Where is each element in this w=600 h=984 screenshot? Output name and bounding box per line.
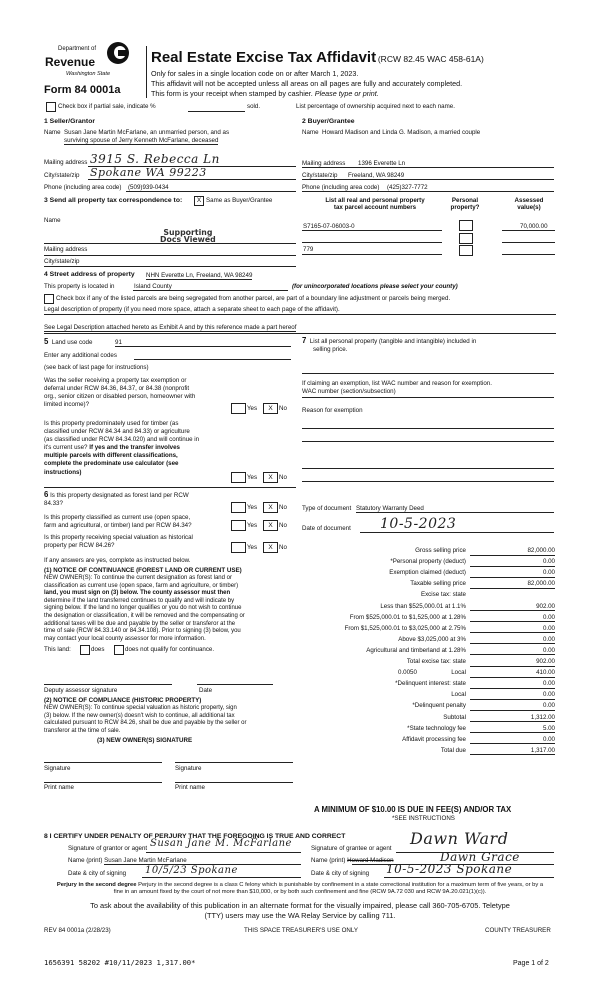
rev-number: REV 84 0001a (2/28/23) [44,927,111,934]
tax-row-value: 0.00 [542,635,555,643]
exemption-no-checkbox[interactable]: X [263,403,278,414]
buyer-city-label: City/state/zip [302,172,338,179]
historic-yes-checkbox[interactable] [231,542,246,553]
parcel-number-1: S7165-07-06003-0 [303,223,355,230]
owner-print-name-label-2: Print name [175,784,205,791]
tax-row-label: *State technology fee [407,724,466,732]
grantee-signature-label: Signature of grantee or agent [311,845,392,852]
header-line2: This affidavit will not be accepted unless all areas on all pages are fully and accurately completed. [151,79,463,88]
buyer-name-label: Name [302,129,319,136]
current-use-yes-checkbox[interactable] [231,520,246,531]
tax-row-label: Taxable selling price [410,580,466,588]
seller-name-line2: surviving spouse of Jerry Kenneth McFarlane, deceased [64,137,219,144]
current-use-question: Is this property classified as current use (open space, farm and agricultural, or timber) land per RCW 84.34? [44,514,192,530]
tax-row-value: 0.00 [542,624,555,632]
tax-row-label: Local [451,691,466,699]
header-line1: Only for sales in a single location code on or after March 1, 2023. [151,69,359,78]
legal-label: Legal description of property (if you need more space, attach a separate sheet to each page of the affidavit). [44,306,340,313]
grantor-name-line: Name (print) Susan Jane Martin McFarlane [68,857,187,864]
historic-no-checkbox[interactable]: X [263,542,278,553]
grantee-name-line: Name (print) Howard Madison [311,857,394,864]
tax-row-value: 0.00 [542,613,555,621]
grantor-date-place: 10/5/23 Spokane [145,865,238,876]
tax-row-label: From $525,000.01 to $1,525,000 at 1.28% [349,613,466,621]
grantee-name-handwritten-icon: Dawn Grace [440,850,520,864]
doc-date-label: Date of document [302,525,351,532]
owner-signature-label-1: Signature [44,765,71,772]
form-rcw: (RCW 82.45 WAC 458-61A) [377,54,484,64]
header-line3: This form is your receipt when stamped by cashier. Please type or print. [151,89,379,98]
forest-no-checkbox[interactable]: X [263,502,278,513]
forest-yes-label: Yes [247,504,258,511]
tax-row-value: 902.00 [536,602,555,610]
does-checkbox[interactable] [80,645,90,655]
if-any-yes: If any answers are yes, complete as instructed below. [44,557,191,564]
property-address: NHN Everette Ln, Freeland, WA 98249 [146,272,253,279]
owner-signature-label-2: Signature [175,765,202,772]
exemption-yes-checkbox[interactable] [231,403,246,414]
located-note: (for unincorporated locations please select your county) [292,283,458,290]
buyer-mailing-label: Mailing address [302,160,346,167]
reason-exemption-label: Reason for exemption [302,407,363,414]
exemption-claim-label: If claiming an exemption, list WAC number and reason for exemption. WAC number (section/subsection) [302,380,492,396]
tax-row-value: 82,000.00 [527,580,555,588]
grantee-date-label: Date & city of signing [311,870,370,877]
section3-name-label: Name [44,217,61,224]
notice2-body: NEW OWNER(S): To continue special valuation as historic property, sign (3) below. If the new owner(s) doesn't wish to continue, all additional tax calculated pursuant to RCW 84.26, shall be due and payable by the seller or transferor at the time of sale. [44,705,247,734]
current-use-no-label: No [279,522,287,529]
forest-no-label: No [279,504,287,511]
this-land-label: This land: [44,646,71,653]
seller-name-label: Name [44,129,61,136]
located-value[interactable]: Island County [134,283,172,290]
minimum-fee-notice: A MINIMUM OF $10.00 IS DUE IN FEE(S) AND/OR TAX [314,805,512,814]
see-instructions-note: *SEE INSTRUCTIONS [392,815,455,822]
perjury-notice: Perjury in the second degree Perjury in the second degree is a class C felony which is punishable by confinement in a state correctional institution for a maximum term of five years, or by a fine in an amount fixed by the court of not more than $10,000, or by both such confinement and fine (RCW 9A.72 030 and RCW 9A.20.021(1)(c)). [56,882,544,896]
notice2-title: (2) NOTICE OF COMPLIANCE (HISTORIC PROPERTY) [44,697,202,704]
treasurer-use-only: THIS SPACE TREASURER'S USE ONLY [244,927,358,934]
tax-row-label: *Delinquent penalty [412,702,466,710]
parcel-number-2: 779 [303,246,314,253]
tax-row-value: 0.00 [542,691,555,699]
tax-row-value: 0.00 [542,735,555,743]
timber-no-checkbox[interactable]: X [263,472,278,483]
local-tax-rate: 0.0050 [398,669,417,677]
tax-row-label: Excise tax: state [420,591,466,599]
alternate-format-notice: To ask about the availability of this publication in an alternate format for the visually impaired, please call 360-705-6705. Teletype (TTY) users may use the WA Relay Service by calling 711. [90,901,510,920]
buyer-heading: 2 Buyer/Grantee [302,118,355,125]
dept-revenue: Revenue [45,55,96,69]
tax-row-label: Total due [440,746,466,754]
segregated-label: Check box if any of the listed parcels are being segregated from another parcel, are part of a boundary line adjustment or parcels being merged. [56,295,451,302]
exemption-question: Was the seller receiving a property tax exemption or deferral under RCW 84.36, 84.37, or 84.38 (nonprofit org., senior citizen or disabled person, homeowner with limited income)? [44,377,196,409]
timber-yes-label: Yes [247,474,258,481]
tax-row-label: Affidavit processing fee [402,735,466,743]
seller-phone-label: Phone (including area code) [44,184,122,191]
section4-address-line: 4 Street address of property [44,271,135,278]
timber-question: Is this property predominately used for timber (as classified under RCW 84.34 and 84.33) or agriculture (as classified under RCW 84.34.020) and will continue in it's current use? If yes and the transfer involves multiple parcels with different classifications, complete the predominate use calculator (see instructions) [44,420,200,476]
seller-phone-value: (509)939-0434 [128,184,169,191]
sold-label: sold. [247,103,261,110]
additional-codes-label: Enter any additional codes [44,352,117,359]
buyer-mailing-value: 1396 Everette Ln [358,160,406,167]
partial-sale-checkbox[interactable] [46,102,56,112]
tax-row-value: 410.00 [536,669,555,677]
tax-row-label: Local [451,669,466,677]
deputy-signature-label: Deputy assessor signature [44,687,118,694]
doc-date-value: 10-5-2023 [380,516,457,532]
assessed-col-header: Assessed value(s) [514,197,544,211]
seller-city-value: Spokane WA 99223 [90,166,207,179]
seller-heading: 1 Seller/Grantor [44,118,95,125]
tax-row-value: 0.00 [542,646,555,654]
tax-row-label: Gross selling price [415,547,466,554]
tax-row-label: Total excise tax: state [406,658,466,665]
personal-property-checkbox-1[interactable] [459,220,473,231]
tax-row-label: Less than $525,000.01 at 1.1% [380,602,466,610]
grantor-signature-label: Signature of grantor or agent [68,845,148,852]
seller-mailing-label: Mailing address [44,159,88,166]
personal-property-checkbox-2[interactable] [459,233,473,244]
tax-row-value: 0.00 [542,558,555,566]
current-use-yes-label: Yes [247,522,258,529]
buyer-name-value: Howard Madison and Linda G. Madison, a married couple [322,129,481,136]
deputy-date-label: Date [199,687,213,694]
tax-row-label: Agricultural and timberland at 1.28% [366,646,466,654]
tax-row-value: 0.00 [542,702,555,710]
does-not-label: does not qualify for continuance. [125,646,215,653]
tax-row-value: 1,317.00 [530,746,555,754]
section3-city-label: City/state/zip [44,258,80,265]
cashier-receipt: 1656391 58202 #10/11/2023 1,317.00* [44,958,196,967]
land-use-line: 5 Land use code [44,337,93,346]
historic-no-label: No [279,544,287,551]
tax-row-value: 0.00 [542,680,555,688]
seller-mailing-value: 3915 S. Rebecca Ln [90,152,220,166]
same-as-buyer-checkbox[interactable]: X [194,196,204,206]
parcel-col-header: List all real and personal property tax parcel account numbers [325,197,425,211]
personal-property-list: 7 List all personal property (tangible and intangible) included in selling price. [302,336,477,354]
grantor-date-label: Date & city of signing [68,870,127,877]
assessed-value-1: 70,000.00 [520,223,548,230]
dept-state: Washington State [66,71,111,77]
dept-top: Department of [58,46,97,52]
form-title: Real Estate Excise Tax Affidavit [151,49,377,66]
tax-row-label: From $1,525,000.01 to $3,025,000 at 2.75% [344,624,466,632]
tax-row-label: Exemption claimed (deduct) [389,569,466,577]
timber-no-label: No [279,474,287,481]
buyer-phone-label: Phone (including area code) [302,184,380,191]
timber-yes-checkbox[interactable] [231,472,246,483]
revenue-logo-icon [107,42,129,64]
legal-value: See Legal Description attached hereto as Exhibit A and by this reference made a part hereof [44,324,297,331]
does-not-checkbox[interactable] [114,645,124,655]
tax-row-value: 1,312.00 [530,713,555,721]
doc-type-value: Statutory Warranty Deed [356,505,424,512]
tax-row-label: *Delinquent interest: state [395,680,466,688]
tax-row-value: 82,000.00 [527,547,555,554]
notice1-body: NEW OWNER(S): To continue the current designation as forest land or classification as current use (open space, farm and agriculture, or timber) land, you must sign on (3) below. The county assessor must then determine if the land transferred continues to qualify and will indicate by signing below. If the land no longer qualifies or you do not wish to continue the designation or classification, it will be removed and the compensating or additional taxes will be due and payable by the seller or transferor at the time of sale (RCW 84.33.140 or 84.34.108). Prior to signing (3) below, you may contact your local county assessor for more information. [44,575,245,642]
section3-heading-line [44,197,182,204]
seller-name-line1: Susan Jane Martin McFarlane, an unmarried person, and as [64,129,230,136]
segregated-checkbox[interactable] [44,294,54,304]
land-use-value: 91 [115,339,291,347]
form-number: Form 84 0001a [44,84,121,96]
notice1-title: (1) NOTICE OF CONTINUANCE (FOREST LAND OR CURRENT USE) [44,567,242,574]
form-title-line [151,49,484,66]
county-treasurer-label: COUNTY TREASURER [485,927,551,934]
current-use-no-checkbox[interactable]: X [263,520,278,531]
owner-print-name-label-1: Print name [44,784,74,791]
same-as-buyer-label: Same as Buyer/Grantee [206,197,273,204]
does-label: does [91,646,105,653]
buyer-phone-value: (425)327-7772 [387,184,428,191]
tax-row-label: Above $3,025,000 at 3% [398,635,466,643]
see-back-label: (see back of last page for instructions) [44,364,149,371]
forest-yes-checkbox[interactable] [231,502,246,513]
section3-heading: 3 Send all property tax correspondence to: [44,197,183,204]
located-label: This property is located in [44,283,115,290]
exemption-no-label: No [279,405,287,412]
section3-mailing-label: Mailing address [44,246,88,253]
buyer-city-value: Freeland, WA 98249 [348,172,405,179]
grantor-signature-icon: Susan Jane M. McFarlane [150,838,292,849]
personal-property-checkbox-3[interactable] [459,245,473,256]
historic-yes-label: Yes [247,544,258,551]
partial-sale-label: Check box if partial sale, indicate % [58,103,156,110]
tax-row-label: Subtotal [443,713,466,721]
tax-row-label: *Personal property (deduct) [390,558,466,566]
personal-col-header: Personal property? [450,197,480,211]
forest-land-question: 6 Is this property designated as forest land per RCW 84.33? [44,490,189,508]
certify-statement: 8 I CERTIFY UNDER PENALTY OF PERJURY THAT THE FOREGOING IS TRUE AND CORRECT [44,833,346,840]
historic-question: Is this property receiving special valuation as historical property per RCW 84.26? [44,534,193,550]
tax-row-value: 5.00 [542,724,555,732]
exemption-yes-label: Yes [247,405,258,412]
grantee-signature-icon: Dawn Ward [410,829,509,848]
tax-row-value: 0.00 [542,569,555,577]
tax-row-value: 902.00 [536,658,555,665]
grantee-date-place: 10-5-2023 Spokane [386,862,513,876]
doc-type-label: Type of document [302,505,352,512]
seller-city-label: City/state/zip [44,172,80,179]
supporting-docs-stamp: Supporting Docs Viewed [160,228,216,244]
ownership-note: List percentage of ownership acquired next to each name. [296,103,455,110]
page-number: Page 1 of 2 [513,960,549,967]
new-owner-signature-title: (3) NEW OWNER(S) SIGNATURE [97,737,193,744]
